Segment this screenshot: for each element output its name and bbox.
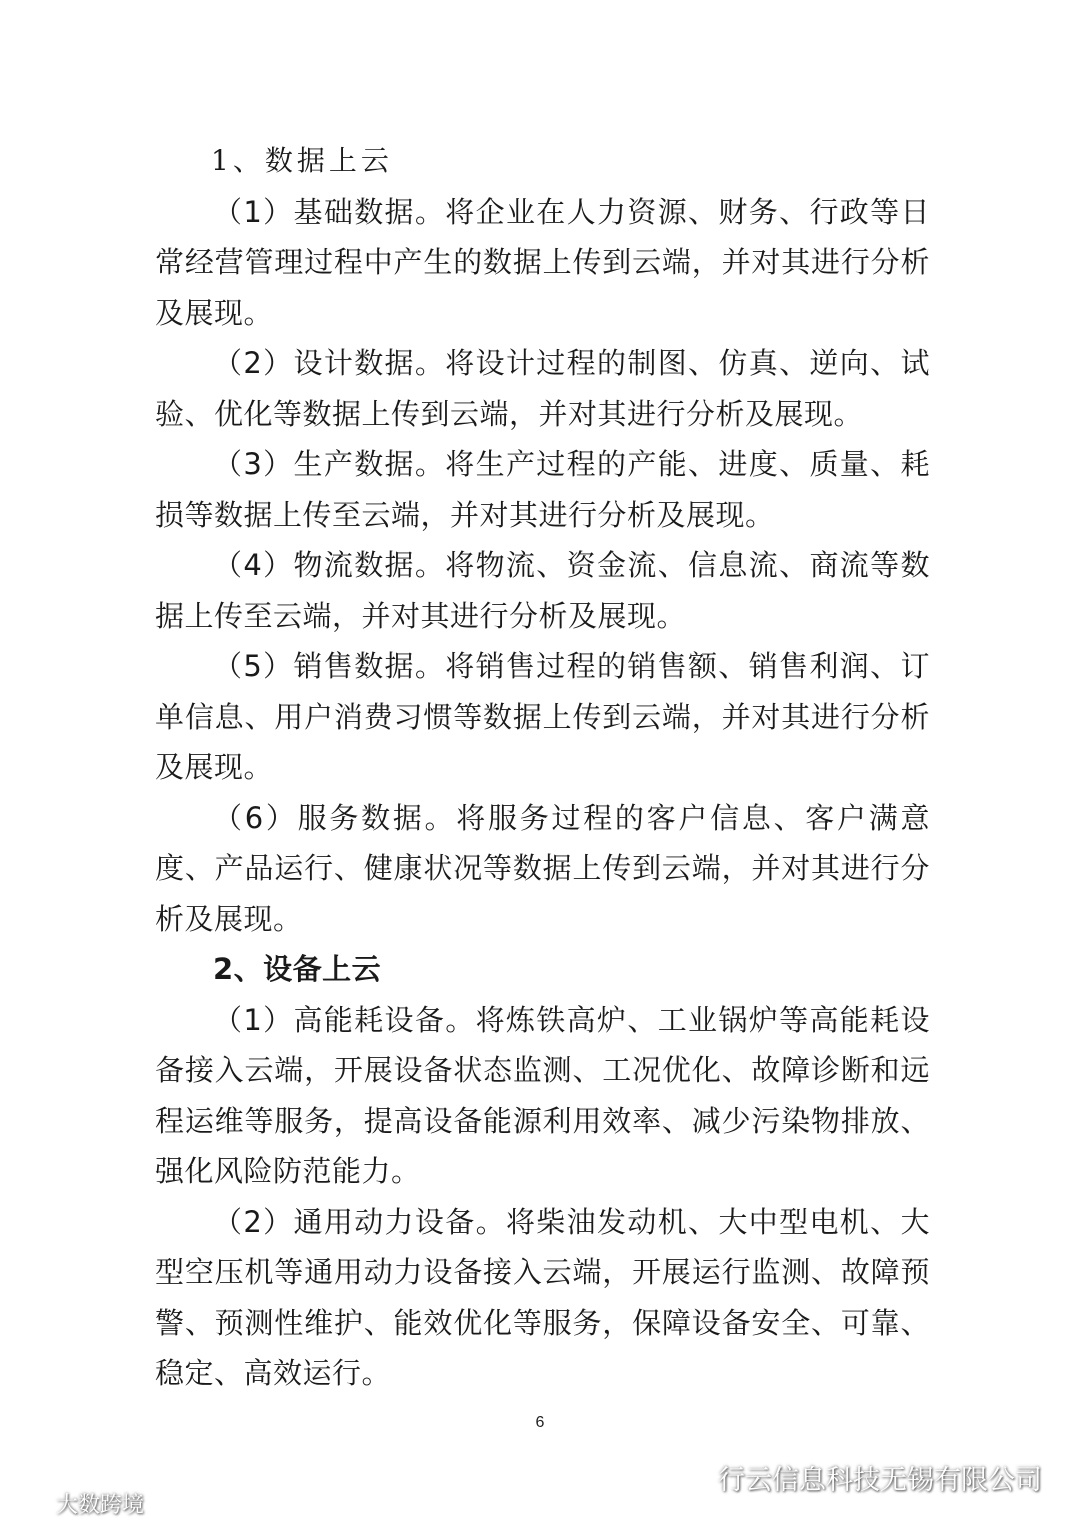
- paragraph: （4）物流数据。将物流、资金流、信息流、商流等数据上传至云端，并对其进行分析及展现。: [155, 548, 930, 633]
- paragraph: （2）设计数据。将设计过程的制图、仿真、逆向、试验、优化等数据上传到云端，并对其进行分析及展现。: [155, 346, 930, 431]
- paragraph: （1）基础数据。将企业在人力资源、财务、行政等日常经营管理过程中产生的数据上传到云端，并对其进行分析及展现。: [155, 194, 930, 330]
- document-body: [155, 136, 930, 1399]
- paragraph: （5）销售数据。将销售过程的销售额、销售利润、订单信息、用户消费习惯等数据上传到云端，并对其进行分析及展现。: [155, 649, 930, 784]
- watermark-right: [676, 1458, 1042, 1497]
- paragraph: （2）通用动力设备。将柴油发动机、大中型电机、大型空压机等通用动力设备接入云端，开展运行监测、故障预警、预测性维护、能效优化等服务，保障设备安全、可靠、稳定、高效运行。: [155, 1204, 930, 1390]
- paragraph: （6）服务数据。将服务过程的客户信息、客户满意度、产品运行、健康状况等数据上传到云端，并对其进行分析及展现。: [155, 800, 930, 936]
- watermark-left-text: 大数跨境: [56, 1493, 145, 1518]
- section-heading-1: 1、数据上云: [211, 144, 393, 177]
- brand-logo-icon: [8, 1491, 52, 1517]
- wechat-icon: [676, 1463, 710, 1493]
- page-number: 6: [535, 1414, 545, 1431]
- watermark-left: [8, 1488, 144, 1519]
- paragraph: （1）高能耗设备。将炼铁高炉、工业锅炉等高能耗设备接入云端，开展设备状态监测、工况优化、故障诊断和远程运维等服务，提高设备能源利用效率、减少污染物排放、强化风险防范能力。: [155, 1002, 930, 1188]
- section-heading-2: 2、设备上云: [213, 952, 382, 986]
- watermark-right-text: 行云信息科技无锡有限公司: [718, 1465, 1042, 1496]
- paragraph: （3）生产数据。将生产过程的产能、进度、质量、耗损等数据上传至云端，并对其进行分析及展现。: [155, 447, 930, 532]
